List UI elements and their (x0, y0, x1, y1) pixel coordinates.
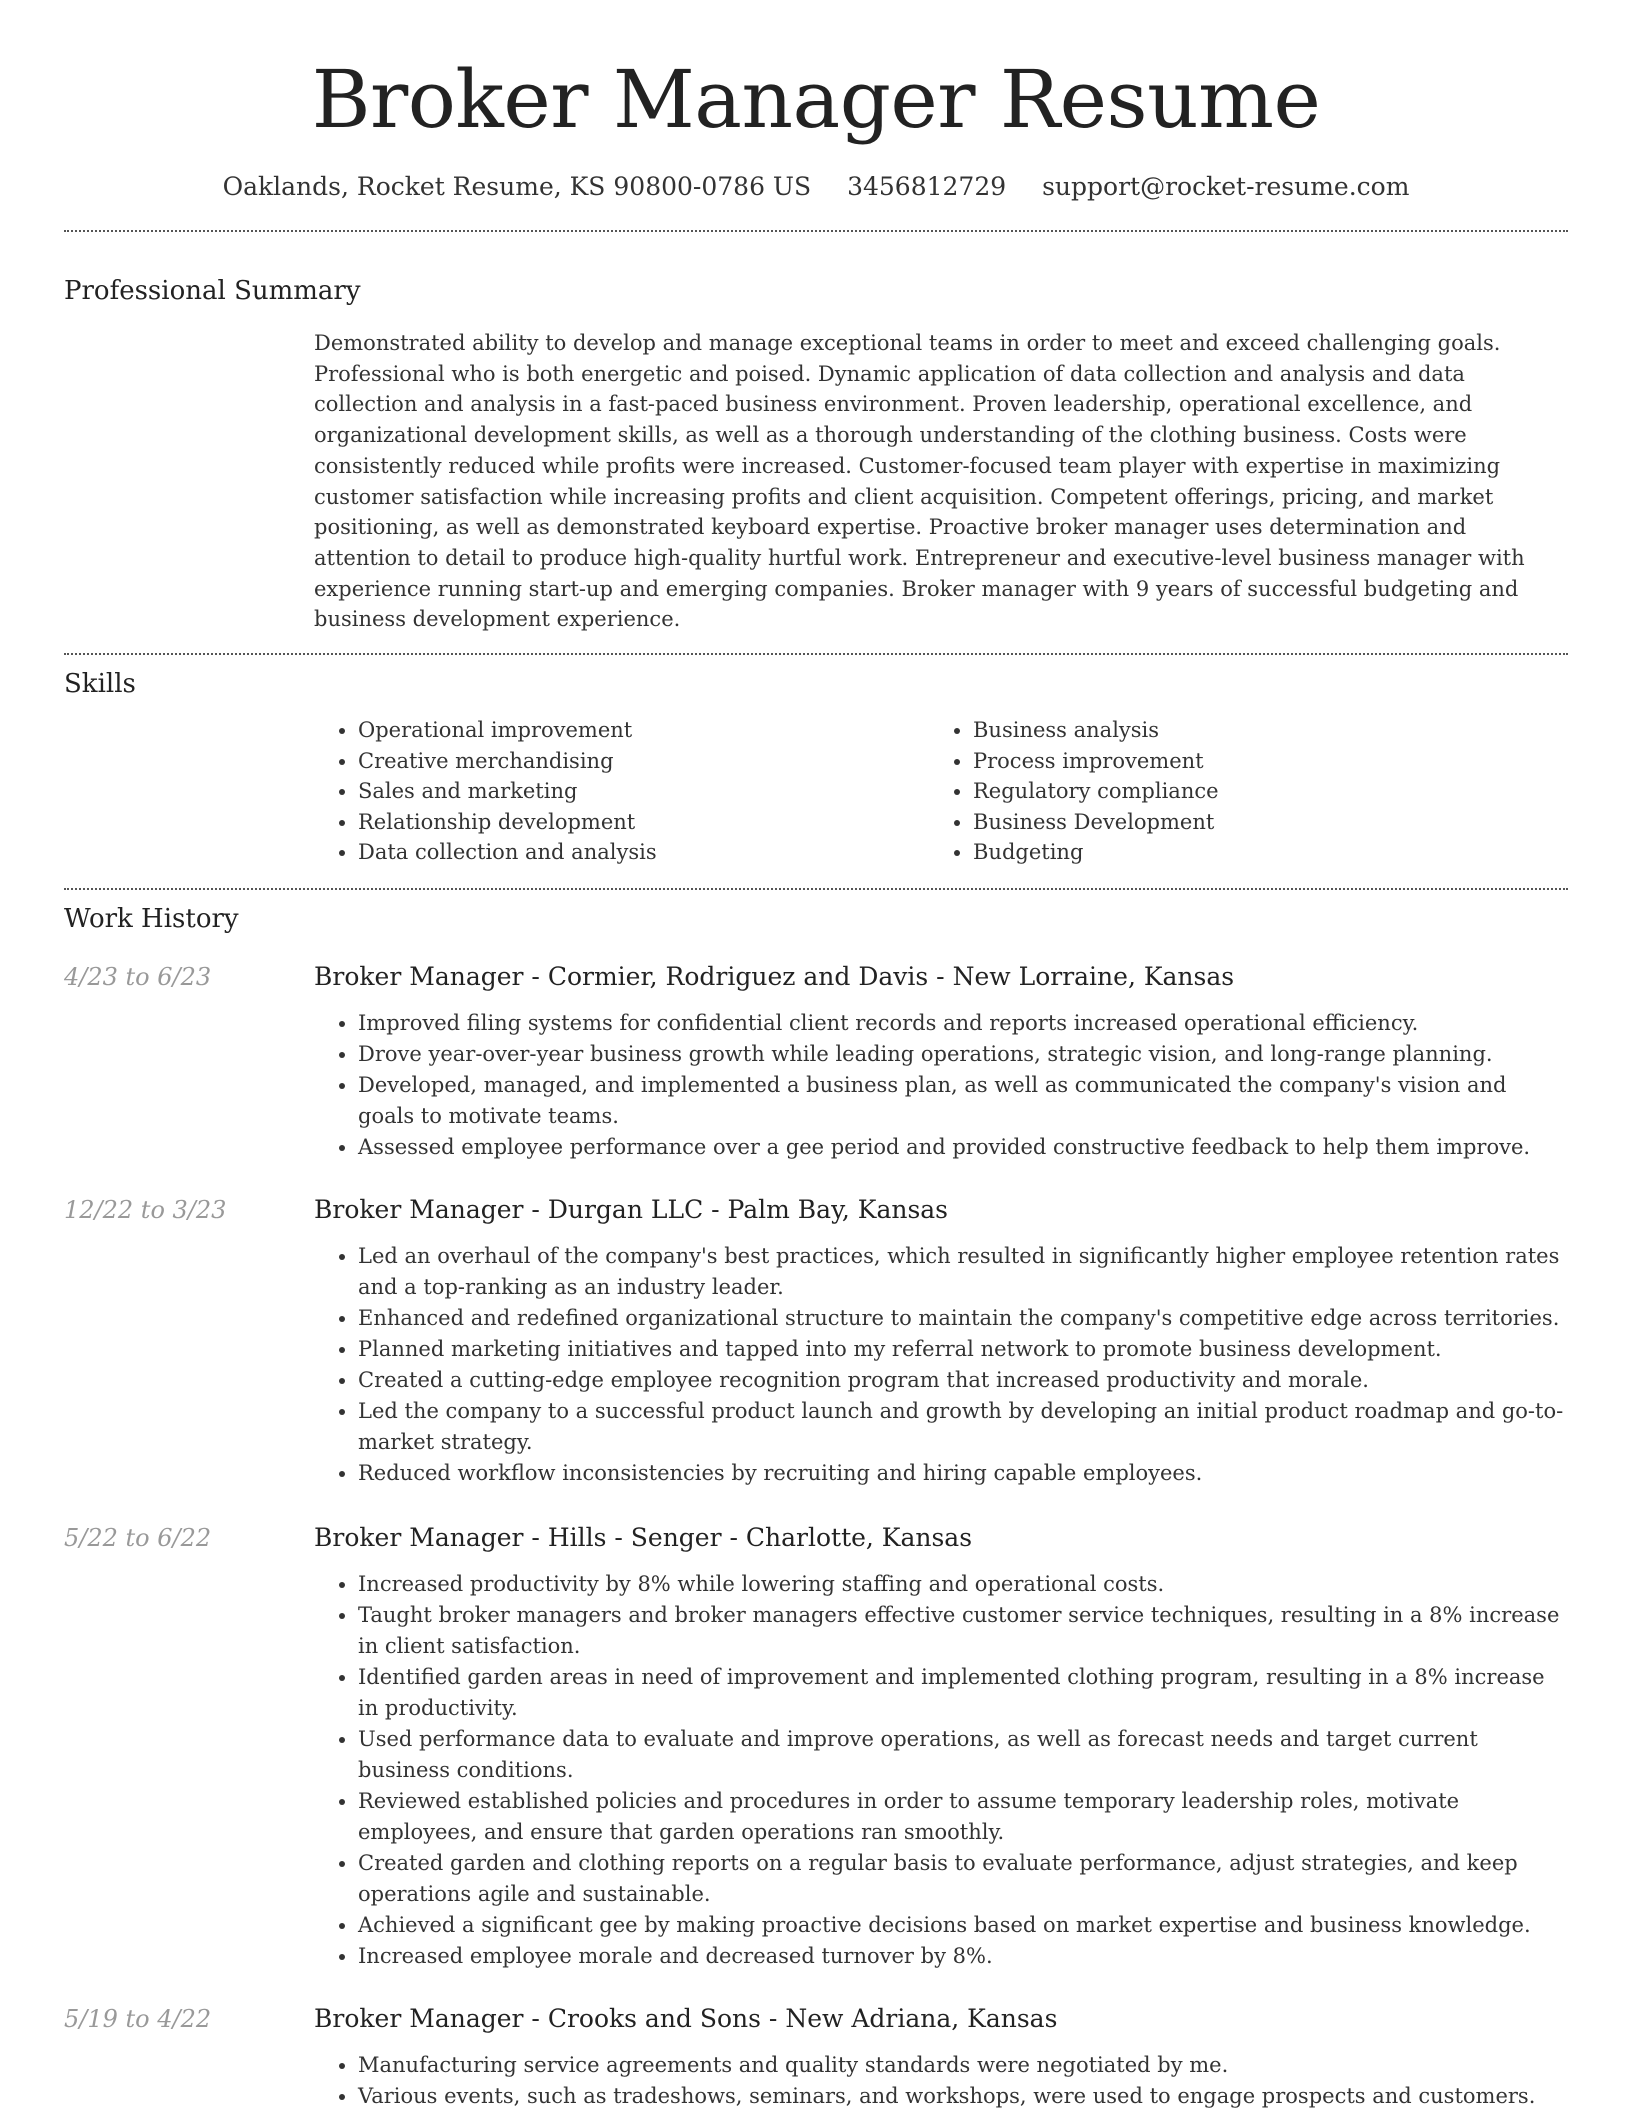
job-bullet: • Used performance data to evaluate and improve operations, as well as forecast needs and target current business conditions. (358, 1724, 1568, 1786)
job-bullets (314, 1008, 1568, 1163)
skill-item: • Operational improvement (358, 715, 929, 746)
skill-item: • Process improvement (973, 746, 1544, 777)
skill-item: • Business Development (973, 807, 1544, 838)
contact-phone: 3456812729 (847, 172, 1007, 201)
job-bullet: • Reviewed established policies and procedures in order to assume temporary leadership roles, motivate employees, and ensure that garden operations ran smoothly. (358, 1786, 1568, 1848)
job-heading: Broker Manager - Hills - Senger - Charlotte, Kansas (314, 1522, 973, 1552)
job-bullet: • Increased productivity by 8% while lowering staffing and operational costs. (358, 1569, 1568, 1600)
job-entry (64, 960, 1568, 1163)
job-bullets (314, 2050, 1568, 2112)
job-bullet: • Assessed employee performance over a gee period and provided constructive feedback to help them improve. (358, 1132, 1568, 1163)
job-date: 5/22 to 6/22 (64, 1523, 212, 1552)
resume-title: Broker Manager Resume (311, 53, 1321, 146)
job-body (314, 1521, 1568, 1972)
divider (64, 888, 1568, 890)
job-body (314, 1193, 1568, 1489)
job-entry (64, 2002, 1568, 2112)
job-bullet: • Achieved a significant gee by making proactive decisions based on market expertise and business knowledge. (358, 1910, 1568, 1941)
job-date: 4/23 to 6/23 (64, 962, 212, 991)
job-bullet: • Led the company to a successful product launch and growth by developing an initial product roadmap and go-to-market strategy. (358, 1396, 1568, 1458)
job-heading: Broker Manager - Crooks and Sons - New Adriana, Kansas (314, 2003, 1058, 2033)
skill-item: • Creative merchandising (358, 746, 929, 777)
skills-column-left (314, 715, 929, 868)
job-date: 12/22 to 3/23 (64, 1195, 227, 1224)
job-bullet: • Taught broker managers and broker managers effective customer service techniques, resulting in a 8% increase in client satisfaction. (358, 1600, 1568, 1662)
job-heading: Broker Manager - Cormier, Rodriguez and Davis - New Lorraine, Kansas (314, 961, 1235, 991)
contact-email: support@rocket-resume.com (1042, 172, 1410, 201)
skills-list (314, 715, 1568, 868)
job-bullet: • Identified garden areas in need of improvement and implemented clothing program, resulting in a 8% increase in productivity. (358, 1662, 1568, 1724)
skill-item: • Business analysis (973, 715, 1544, 746)
skill-item: • Relationship development (358, 807, 929, 838)
contact-address: Oaklands, Rocket Resume, KS 90800-0786 US (222, 172, 812, 201)
job-bullet: • Drove year-over-year business growth while leading operations, strategic vision, and long-range planning. (358, 1039, 1568, 1070)
job-bullet: • Created a cutting-edge employee recognition program that increased productivity and morale. (358, 1365, 1568, 1396)
skill-item: • Sales and marketing (358, 776, 929, 807)
skill-item: • Data collection and analysis (358, 837, 929, 868)
job-bullet: • Manufacturing service agreements and quality standards were negotiated by me. (358, 2050, 1568, 2081)
job-bullet: • Planned marketing initiatives and tapped into my referral network to promote business development. (358, 1334, 1568, 1365)
job-bullets (314, 1241, 1568, 1489)
job-bullet: • Led an overhaul of the company's best practices, which resulted in significantly higher employee retention rates and a top-ranking as an industry leader. (358, 1241, 1568, 1303)
skills-column-right (929, 715, 1544, 868)
job-bullet: • Improved filing systems for confidential client records and reports increased operational efficiency. (358, 1008, 1568, 1039)
divider (64, 653, 1568, 655)
section-title-skills: Skills (64, 669, 136, 700)
job-bullet: • Increased employee morale and decreased turnover by 8%. (358, 1941, 1568, 1972)
job-bullet: • Enhanced and redefined organizational structure to maintain the company's competitive edge across territories. (358, 1303, 1568, 1334)
divider (64, 230, 1568, 232)
job-entry (64, 1521, 1568, 1972)
skill-item: • Budgeting (973, 837, 1544, 868)
job-bullet: • Created garden and clothing reports on a regular basis to evaluate performance, adjust strategies, and keep operations agile and sustainable. (358, 1848, 1568, 1910)
job-heading: Broker Manager - Durgan LLC - Palm Bay, Kansas (314, 1194, 949, 1224)
job-body (314, 960, 1568, 1163)
job-entry (64, 1193, 1568, 1489)
section-title-work-history: Work History (64, 903, 239, 934)
section-title-summary: Professional Summary (64, 276, 361, 306)
contact-line (64, 170, 1568, 204)
job-bullet: • Developed, managed, and implemented a business plan, as well as communicated the company's vision and goals to motivate teams. (358, 1070, 1568, 1132)
skill-item: • Regulatory compliance (973, 776, 1544, 807)
summary-text: Demonstrated ability to develop and manage exceptional teams in order to meet and exceed challenging goals. Professional who is both energetic and poised. Dynamic application of data collection and analysis and data collection and analysis in a fast-paced business environment. Proven leadership, operational excellence, and organizational development skills, as well as a thorough understanding of the clothing business. Costs were consistently reduced while profits were increased. Customer-focused team player with expertise in maximizing customer satisfaction while increasing profits and client acquisition. Competent offerings, pricing, and market positioning, as well as demonstrated keyboard expertise. Proactive broker manager uses determination and attention to detail to produce high-quality hurtful work. Entrepreneur and executive-level business manager with experience running start-up and emerging companies. Broker manager with 9 years of successful budgeting and business development experience. (314, 331, 1525, 632)
job-bullets (314, 1569, 1568, 1972)
job-bullet: • Various events, such as tradeshows, seminars, and workshops, were used to engage prospects and customers. (358, 2081, 1568, 2112)
job-bullet: • Reduced workflow inconsistencies by recruiting and hiring capable employees. (358, 1458, 1568, 1489)
job-date: 5/19 to 4/22 (64, 2004, 212, 2033)
job-body (314, 2002, 1568, 2112)
